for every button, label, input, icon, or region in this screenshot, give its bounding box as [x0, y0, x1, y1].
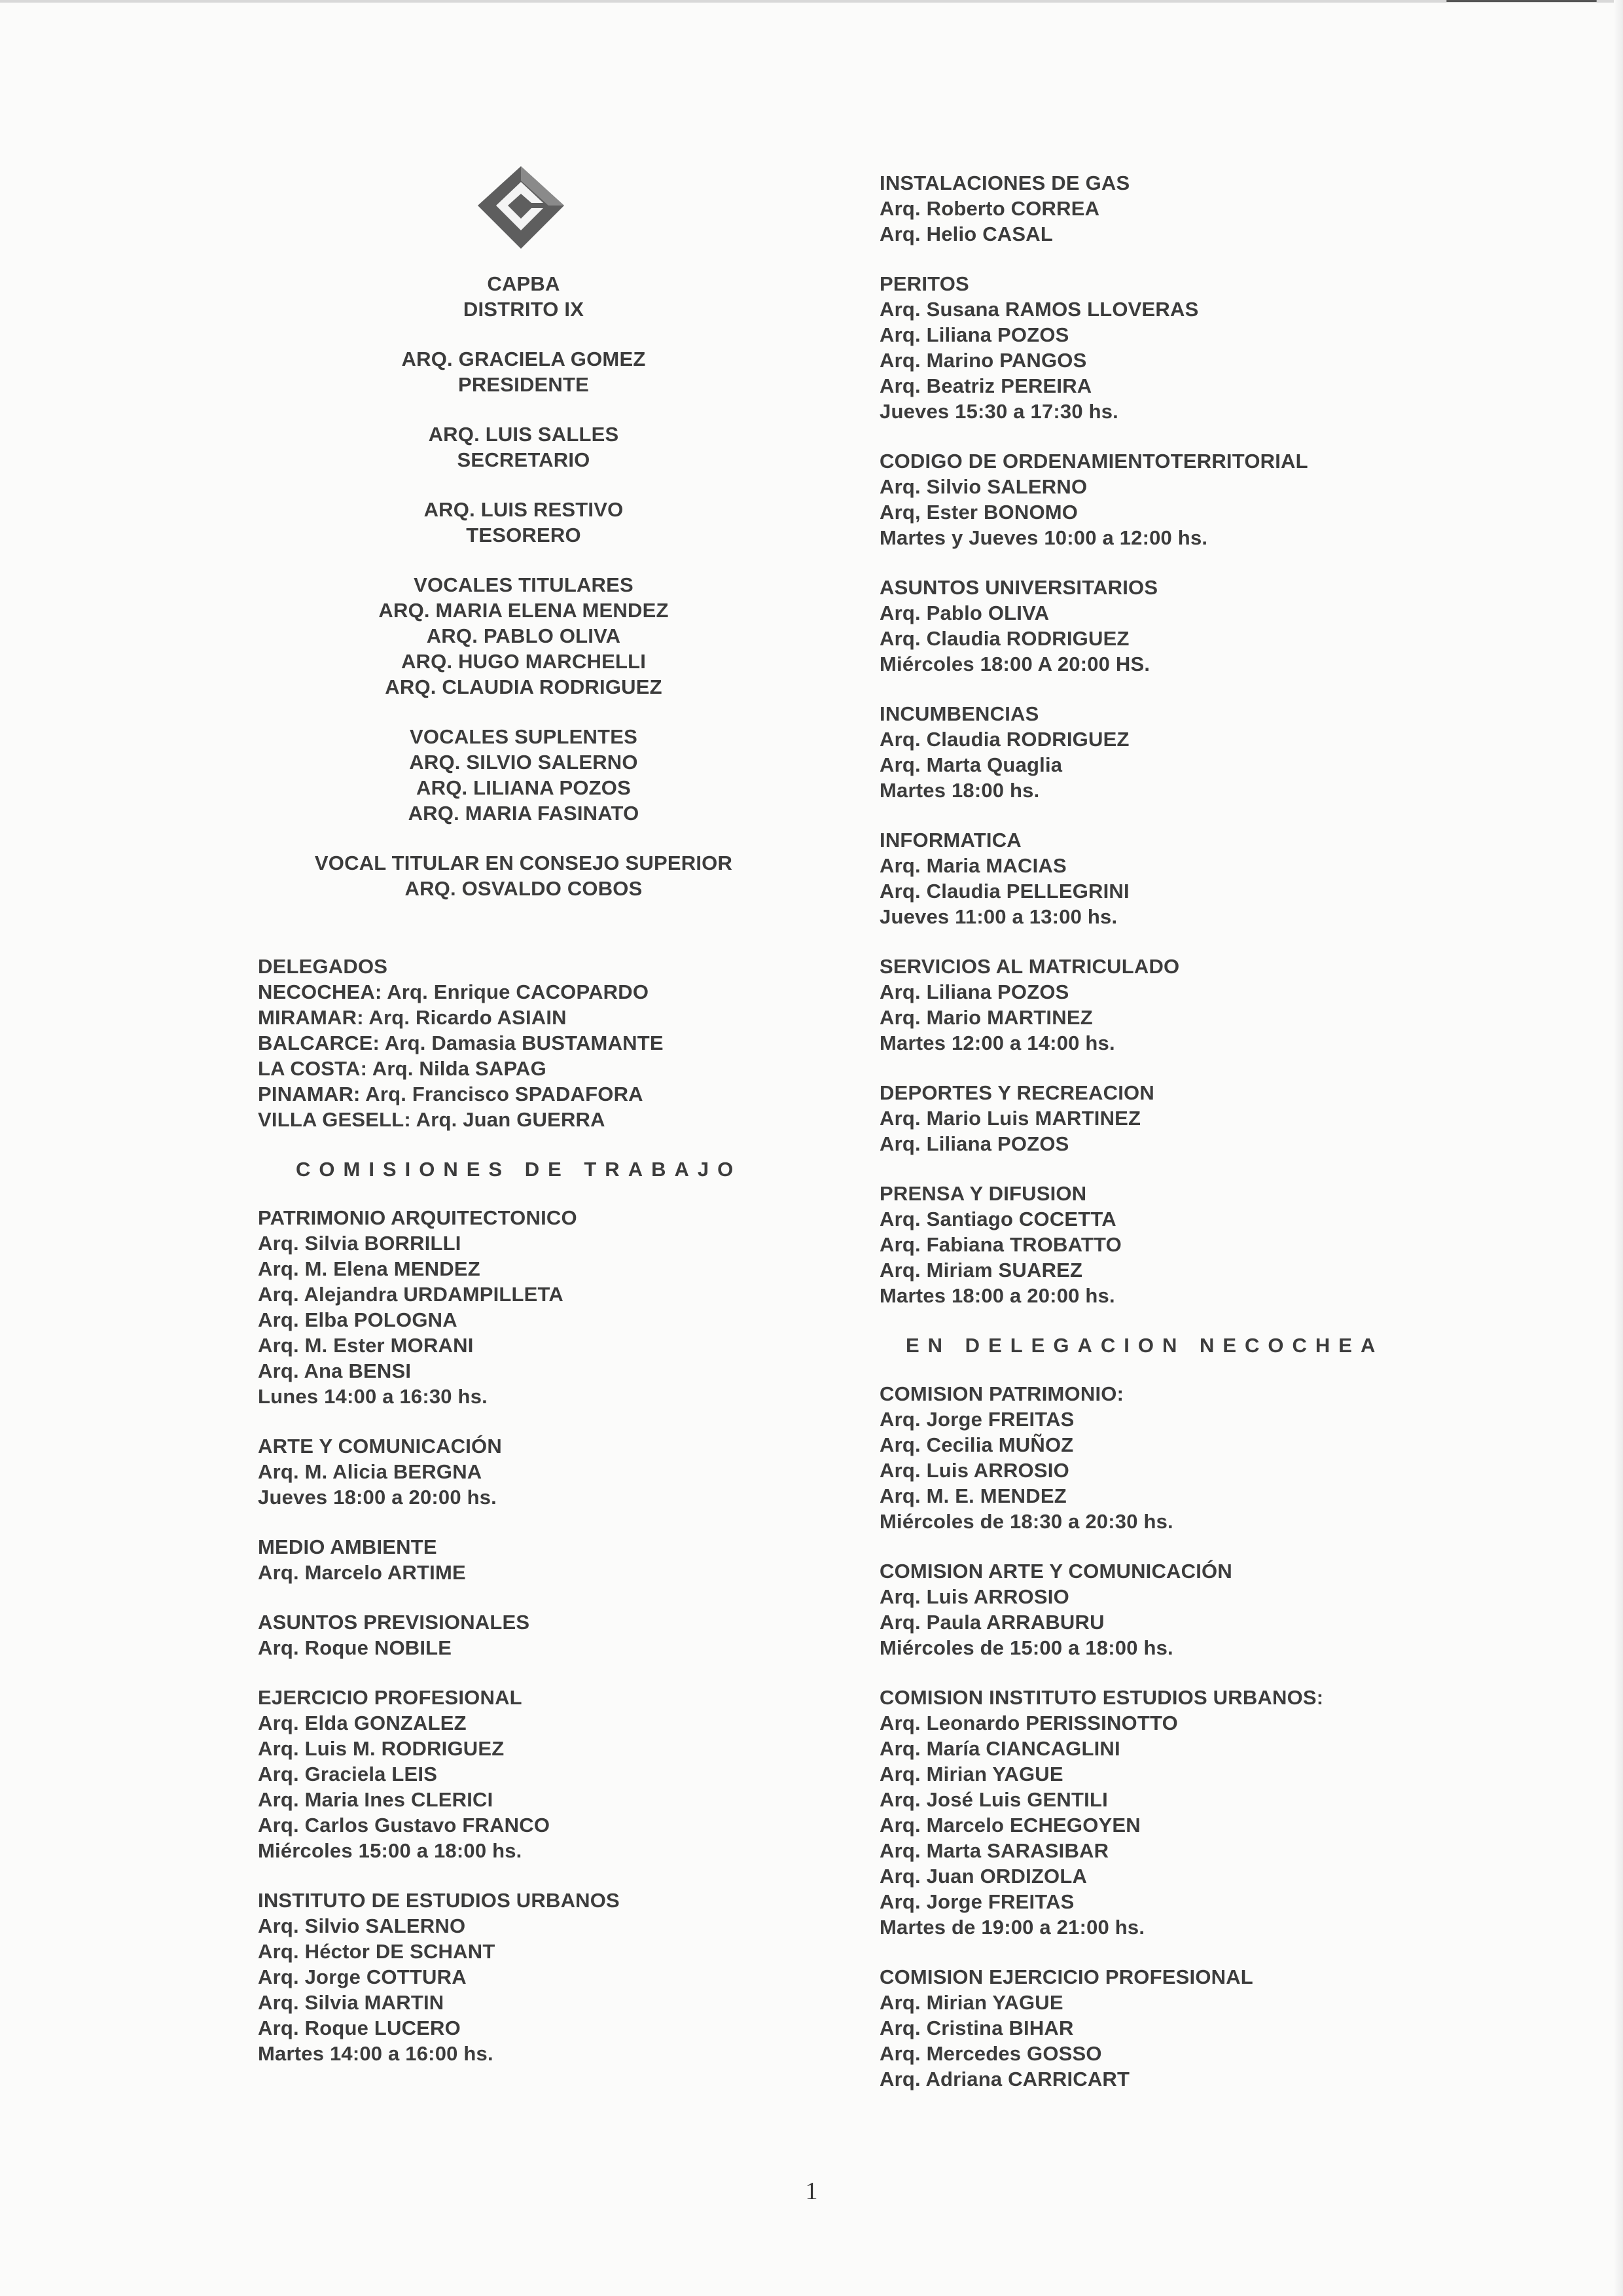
- delegado-line: MIRAMAR: Arq. Ricardo ASIAIN: [258, 1006, 567, 1029]
- comision-line: Arq. M. E. MENDEZ: [880, 1484, 1067, 1507]
- vocales-titulares: [249, 572, 798, 700]
- comision-line: Arq. Mario MARTINEZ: [880, 1006, 1093, 1029]
- comision-title: INSTALACIONES DE GAS: [880, 171, 1130, 194]
- delegado-line: VILLA GESELL: Arq. Juan GUERRA: [258, 1108, 605, 1131]
- comision-line: Arq. Beatriz PEREIRA: [880, 374, 1092, 397]
- member-line: ARQ. SILVIO SALERNO: [409, 751, 638, 774]
- comision-schedule: Jueves 11:00 a 13:00 hs.: [880, 905, 1118, 928]
- officer-secretary: [249, 422, 798, 473]
- comision-line: Arq. M. Ester MORANI: [258, 1334, 474, 1357]
- member-line: ARQ. OSVALDO COBOS: [404, 877, 643, 900]
- comision-schedule: Martes 12:00 a 14:00 hs.: [880, 1031, 1115, 1054]
- comision-schedule: Miércoles de 18:30 a 20:30 hs.: [880, 1510, 1173, 1533]
- necochea-block: [880, 1381, 1455, 1534]
- comision-line: Arq. Claudia PELLEGRINI: [880, 880, 1130, 903]
- necochea-block: [880, 1558, 1455, 1660]
- comision-line: Arq. Silvio SALERNO: [880, 475, 1088, 498]
- comision-title: INCUMBENCIAS: [880, 702, 1039, 725]
- comision-line: Arq. Maria Ines CLERICI: [258, 1788, 493, 1811]
- comision-line: Arq. Jorge COTTURA: [258, 1965, 467, 1988]
- comision-line: Arq. Silvia BORRILLI: [258, 1232, 461, 1255]
- member-line: ARQ. MARIA ELENA MENDEZ: [378, 599, 669, 622]
- delegados-block: [258, 954, 781, 1132]
- comision-line: Arq. Marcelo ARTIME: [258, 1561, 466, 1584]
- officer-name: ARQ. GRACIELA GOMEZ: [401, 348, 646, 370]
- comision-line: Arq. Fabiana TROBATTO: [880, 1233, 1122, 1256]
- scan-edge-right: [1614, 0, 1623, 2296]
- comision-line: Arq. Graciela LEIS: [258, 1763, 438, 1785]
- comision-line: Arq. Carlos Gustavo FRANCO: [258, 1814, 550, 1837]
- vocal-consejo: [249, 850, 798, 901]
- comision-title: SERVICIOS AL MATRICULADO: [880, 955, 1180, 978]
- delegado-line: NECOCHEA: Arq. Enrique CACOPARDO: [258, 980, 649, 1003]
- comision-line: Arq. Leonardo PERISSINOTTO: [880, 1712, 1178, 1734]
- comision-title: ASUNTOS UNIVERSITARIOS: [880, 576, 1158, 599]
- delegado-line: LA COSTA: Arq. Nilda SAPAG: [258, 1057, 546, 1080]
- comision-line: Arq. Adriana CARRICART: [880, 2068, 1130, 2090]
- comision-line: Arq. M. Elena MENDEZ: [258, 1257, 480, 1280]
- member-line: ARQ. HUGO MARCHELLI: [401, 650, 647, 673]
- necochea-block: [880, 1964, 1455, 2092]
- comision-line: Arq. Miriam SUAREZ: [880, 1259, 1083, 1282]
- comision-title: INFORMATICA: [880, 829, 1022, 852]
- comision-block: [880, 1080, 1455, 1157]
- comision-title: PATRIMONIO ARQUITECTONICO: [258, 1206, 577, 1229]
- district-name: DISTRITO IX: [463, 298, 584, 321]
- comision-title: PRENSA Y DIFUSION: [880, 1182, 1087, 1205]
- comision-line: Arq. Cecilia MUÑOZ: [880, 1433, 1074, 1456]
- scan-edge-top: [0, 0, 1623, 3]
- comision-line: Arq. Silvio SALERNO: [258, 1914, 466, 1937]
- comision-schedule: Martes y Jueves 10:00 a 12:00 hs.: [880, 526, 1208, 549]
- comision-line: Arq. Maria MACIAS: [880, 854, 1067, 877]
- board-section: [249, 271, 798, 925]
- comision-line: Arq. Helio CASAL: [880, 223, 1053, 245]
- comision-block: [258, 1685, 781, 1863]
- comision-title: ARTE Y COMUNICACIÓN: [258, 1435, 502, 1458]
- comision-line: Arq. Jorge FREITAS: [880, 1890, 1075, 1913]
- comision-title: COMISION PATRIMONIO:: [880, 1382, 1124, 1405]
- comision-schedule: Martes 14:00 a 16:00 hs.: [258, 2042, 493, 2065]
- comision-line: Arq. Jorge FREITAS: [880, 1408, 1075, 1431]
- comision-line: Arq. Liliana POZOS: [880, 1132, 1069, 1155]
- comision-line: Arq. Luis ARROSIO: [880, 1459, 1069, 1482]
- comision-line: Arq. Marcelo ECHEGOYEN: [880, 1814, 1141, 1837]
- comisiones-heading: COMISIONES DE TRABAJO: [296, 1158, 742, 1181]
- comision-line: Arq. Mirian YAGUE: [880, 1763, 1063, 1785]
- comision-block: [880, 170, 1455, 247]
- comision-line: Arq. Claudia RODRIGUEZ: [880, 627, 1130, 650]
- section-title: DELEGADOS: [258, 955, 388, 978]
- comision-schedule: Miércoles 15:00 a 18:00 hs.: [258, 1839, 522, 1862]
- comision-line: Arq. Claudia RODRIGUEZ: [880, 728, 1130, 751]
- comision-block: [258, 1205, 781, 1409]
- comision-block: [258, 1534, 781, 1585]
- comision-line: Arq. Mercedes GOSSO: [880, 2042, 1102, 2065]
- comision-block: [880, 448, 1455, 550]
- comision-line: Arq. Roque NOBILE: [258, 1636, 452, 1659]
- comision-schedule: Martes 18:00 hs.: [880, 779, 1040, 802]
- comision-schedule: Miércoles de 15:00 a 18:00 hs.: [880, 1636, 1173, 1659]
- org-name: CAPBA: [487, 272, 560, 295]
- comision-block: [880, 701, 1455, 803]
- section-title: VOCALES TITULARES: [414, 573, 633, 596]
- comision-line: Arq. Luis ARROSIO: [880, 1585, 1069, 1608]
- comision-line: Arq. Alejandra URDAMPILLETA: [258, 1283, 563, 1306]
- comision-block: [258, 1609, 781, 1660]
- member-line: ARQ. PABLO OLIVA: [426, 624, 621, 647]
- comision-block: [880, 827, 1455, 929]
- right-column: [880, 170, 1455, 2116]
- comision-line: Arq. Luis M. RODRIGUEZ: [258, 1737, 505, 1760]
- comision-line: Arq. Héctor DE SCHANT: [258, 1940, 495, 1963]
- comision-title: INSTITUTO DE ESTUDIOS URBANOS: [258, 1889, 620, 1912]
- delegado-line: BALCARCE: Arq. Damasia BUSTAMANTE: [258, 1031, 664, 1054]
- comision-line: Arq. Silvia MARTIN: [258, 1991, 444, 2014]
- vocales-suplentes: [249, 724, 798, 826]
- comision-schedule: Jueves 18:00 a 20:00 hs.: [258, 1486, 497, 1509]
- comision-line: Arq. Paula ARRABURU: [880, 1611, 1105, 1634]
- comision-line: Arq. Liliana POZOS: [880, 323, 1069, 346]
- comision-title: PERITOS: [880, 272, 969, 295]
- scan-mark: [1446, 0, 1597, 2]
- comision-title: COMISION ARTE Y COMUNICACIÓN: [880, 1560, 1232, 1583]
- section-title: VOCAL TITULAR EN CONSEJO SUPERIOR: [314, 852, 733, 874]
- officer-name: ARQ. LUIS SALLES: [428, 423, 619, 446]
- comision-line: Arq. Susana RAMOS LLOVERAS: [880, 298, 1199, 321]
- officer-name: ARQ. LUIS RESTIVO: [423, 498, 624, 521]
- necochea-heading: EN DELEGACION NECOCHEA: [906, 1334, 1384, 1357]
- comision-schedule: Lunes 14:00 a 16:30 hs.: [258, 1385, 488, 1408]
- comision-schedule: Miércoles 18:00 A 20:00 HS.: [880, 653, 1150, 675]
- member-line: ARQ. MARIA FASINATO: [408, 802, 639, 825]
- member-line: ARQ. LILIANA POZOS: [416, 776, 631, 799]
- comision-block: [258, 1433, 781, 1510]
- comision-block: [880, 954, 1455, 1056]
- comision-block: [880, 271, 1455, 424]
- comision-title: ASUNTOS PREVISIONALES: [258, 1611, 530, 1634]
- officer-role: SECRETARIO: [457, 448, 590, 471]
- comision-line: Arq. Ana BENSI: [258, 1359, 412, 1382]
- header-block: [249, 271, 798, 322]
- comision-line: Arq. María CIANCAGLINI: [880, 1737, 1120, 1760]
- necochea-block: [880, 1685, 1455, 1940]
- delegado-line: PINAMAR: Arq. Francisco SPADAFORA: [258, 1083, 643, 1105]
- officer-role: TESORERO: [466, 524, 581, 547]
- comision-line: Arq. Santiago COCETTA: [880, 1208, 1116, 1230]
- comision-schedule: Martes 18:00 a 20:00 hs.: [880, 1284, 1115, 1307]
- member-line: ARQ. CLAUDIA RODRIGUEZ: [385, 675, 662, 698]
- comision-line: Arq. Mirian YAGUE: [880, 1991, 1063, 2014]
- comision-title: EJERCICIO PROFESIONAL: [258, 1686, 522, 1709]
- comision-line: Arq. Elda GONZALEZ: [258, 1712, 467, 1734]
- comision-line: Arq. Elba POLOGNA: [258, 1308, 457, 1331]
- comision-line: Arq. M. Alicia BERGNA: [258, 1460, 482, 1483]
- capba-logo-icon: [476, 165, 565, 250]
- comision-line: Arq. Mario Luis MARTINEZ: [880, 1107, 1141, 1130]
- comision-line: Arq. Roque LUCERO: [258, 2017, 461, 2039]
- comision-title: COMISION INSTITUTO ESTUDIOS URBANOS:: [880, 1686, 1324, 1709]
- left-column: [258, 954, 781, 2090]
- comision-schedule: Jueves 15:30 a 17:30 hs.: [880, 400, 1118, 423]
- comision-title: MEDIO AMBIENTE: [258, 1535, 437, 1558]
- section-title: VOCALES SUPLENTES: [410, 725, 637, 748]
- comision-line: Arq. Juan ORDIZOLA: [880, 1865, 1088, 1888]
- comision-title: CODIGO DE ORDENAMIENTOTERRITORIAL: [880, 450, 1308, 473]
- comision-title: COMISION EJERCICIO PROFESIONAL: [880, 1965, 1253, 1988]
- comision-block: [258, 1888, 781, 2066]
- comision-line: Arq. Liliana POZOS: [880, 980, 1069, 1003]
- comision-line: Arq. Cristina BIHAR: [880, 2017, 1074, 2039]
- comision-line: Arq. Marta Quaglia: [880, 753, 1063, 776]
- comision-block: [880, 575, 1455, 677]
- officer-treasurer: [249, 497, 798, 548]
- officer-role: PRESIDENTE: [457, 373, 590, 396]
- page-number: 1: [805, 2178, 818, 2205]
- comision-line: Arq. José Luis GENTILI: [880, 1788, 1108, 1811]
- comision-line: Arq. Roberto CORREA: [880, 197, 1100, 220]
- comision-title: DEPORTES Y RECREACION: [880, 1081, 1154, 1104]
- comision-block: [880, 1181, 1455, 1308]
- comision-schedule: Martes de 19:00 a 21:00 hs.: [880, 1916, 1145, 1939]
- comision-line: Arq, Ester BONOMO: [880, 501, 1079, 524]
- comision-line: Arq. Marta SARASIBAR: [880, 1839, 1109, 1862]
- comision-line: Arq. Marino PANGOS: [880, 349, 1087, 372]
- comision-line: Arq. Pablo OLIVA: [880, 601, 1050, 624]
- officer-president: [249, 346, 798, 397]
